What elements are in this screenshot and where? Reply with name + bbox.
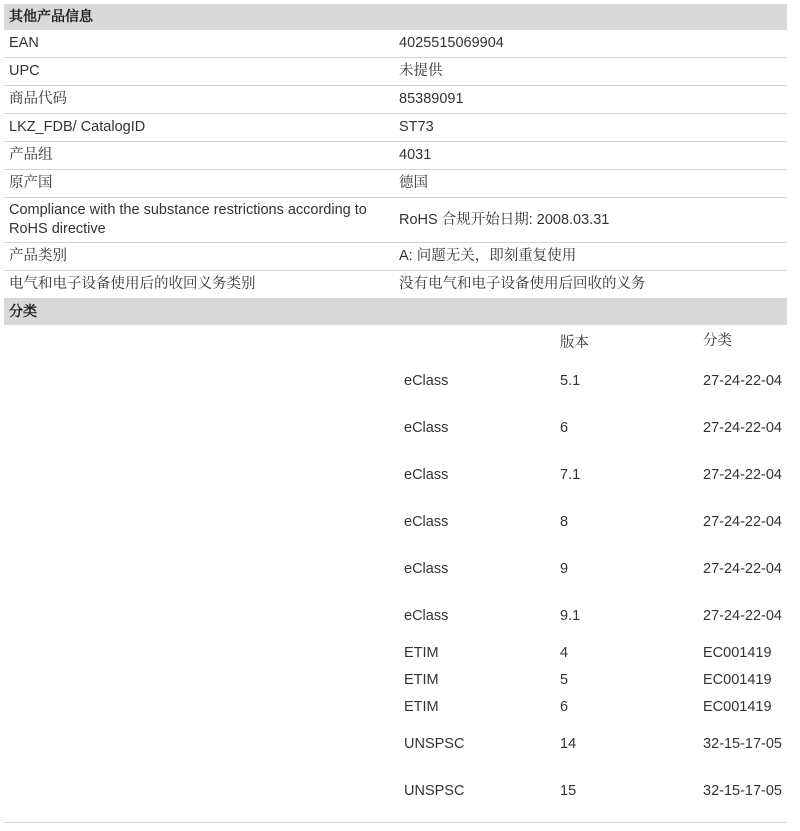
table-row <box>399 545 787 592</box>
info-label: LKZ_FDB/ CatalogID <box>9 119 146 135</box>
table-row <box>399 451 787 498</box>
info-value: ST73 <box>399 119 434 135</box>
info-value: 未提供 <box>399 63 443 79</box>
info-row-catalog-id <box>4 114 787 142</box>
classification-area <box>4 325 787 823</box>
class-version: 5 <box>560 671 569 688</box>
product-info-page <box>4 4 787 823</box>
class-system: eClass <box>404 560 449 577</box>
class-system: eClass <box>404 466 449 483</box>
class-system: ETIM <box>404 698 439 715</box>
class-system: UNSPSC <box>404 782 465 799</box>
classification-header: 分类 <box>4 299 787 325</box>
classification-table-header <box>399 325 787 357</box>
table-row <box>399 498 787 545</box>
info-label: 产品类别 <box>9 248 67 264</box>
info-value: 4025515069904 <box>399 35 504 51</box>
info-label: 产品组 <box>9 147 53 163</box>
class-code: EC001419 <box>703 644 772 661</box>
info-value: 没有电气和电子设备使用后回收的义务 <box>399 276 646 292</box>
class-code: EC001419 <box>703 671 772 688</box>
class-code: 27-24-22-04 <box>703 466 782 483</box>
table-row <box>399 357 787 404</box>
info-row-rohs <box>4 198 787 243</box>
class-version: 7.1 <box>560 466 581 483</box>
class-code: 27-24-22-04 <box>703 560 782 577</box>
info-row-upc <box>4 58 787 86</box>
class-code: 32-15-17-05 <box>703 782 782 799</box>
class-code: 27-24-22-04 <box>703 372 782 389</box>
class-system: eClass <box>404 419 449 436</box>
info-value: 4031 <box>399 147 432 163</box>
info-label: 原产国 <box>9 175 53 191</box>
class-version: 14 <box>560 735 577 752</box>
class-code: 27-24-22-04 <box>703 607 782 624</box>
class-version: 15 <box>560 782 577 799</box>
table-row <box>399 767 787 814</box>
classification-table <box>399 325 787 814</box>
class-version: 5.1 <box>560 372 581 389</box>
info-label: UPC <box>9 63 40 79</box>
other-info-header: 其他产品信息 <box>4 4 787 30</box>
class-system: UNSPSC <box>404 735 465 752</box>
class-version: 8 <box>560 513 569 530</box>
class-version: 6 <box>560 698 569 715</box>
info-value: RoHS 合规开始日期: 2008.03.31 <box>399 211 610 228</box>
table-row <box>399 720 787 767</box>
class-code: EC001419 <box>703 698 772 715</box>
info-label: Compliance with the substance restrictions according to RoHS directive <box>9 202 367 237</box>
class-system: ETIM <box>404 644 439 661</box>
info-value: A: 问题无关，即刻重复使用 <box>399 248 577 264</box>
info-row-product-category <box>4 243 787 271</box>
info-row-weee-category <box>4 271 787 299</box>
class-code: 27-24-22-04 <box>703 513 782 530</box>
classification-column-header: 分类 <box>703 333 732 349</box>
class-system: ETIM <box>404 671 439 688</box>
table-row <box>399 666 787 693</box>
table-row <box>399 639 787 666</box>
table-row <box>399 592 787 639</box>
info-row-product-group <box>4 142 787 170</box>
class-version: 4 <box>560 644 569 661</box>
info-row-ean <box>4 30 787 58</box>
info-value: 德国 <box>399 175 428 191</box>
info-label: 电气和电子设备使用后的收回义务类别 <box>9 276 256 292</box>
info-label: EAN <box>9 35 39 51</box>
class-system: eClass <box>404 513 449 530</box>
table-row <box>399 693 787 720</box>
info-label: 商品代码 <box>9 91 67 107</box>
class-code: 32-15-17-05 <box>703 735 782 752</box>
class-version: 6 <box>560 419 569 436</box>
class-version: 9 <box>560 560 569 577</box>
info-value: 85389091 <box>399 91 464 107</box>
info-row-commodity-code <box>4 86 787 114</box>
bottom-divider <box>4 814 787 823</box>
class-version: 9.1 <box>560 607 581 624</box>
class-system: eClass <box>404 607 449 624</box>
info-row-country-of-origin <box>4 170 787 198</box>
class-system: eClass <box>404 372 449 389</box>
version-column-header: 版本 <box>560 334 589 351</box>
table-row <box>399 404 787 451</box>
class-code: 27-24-22-04 <box>703 419 782 436</box>
